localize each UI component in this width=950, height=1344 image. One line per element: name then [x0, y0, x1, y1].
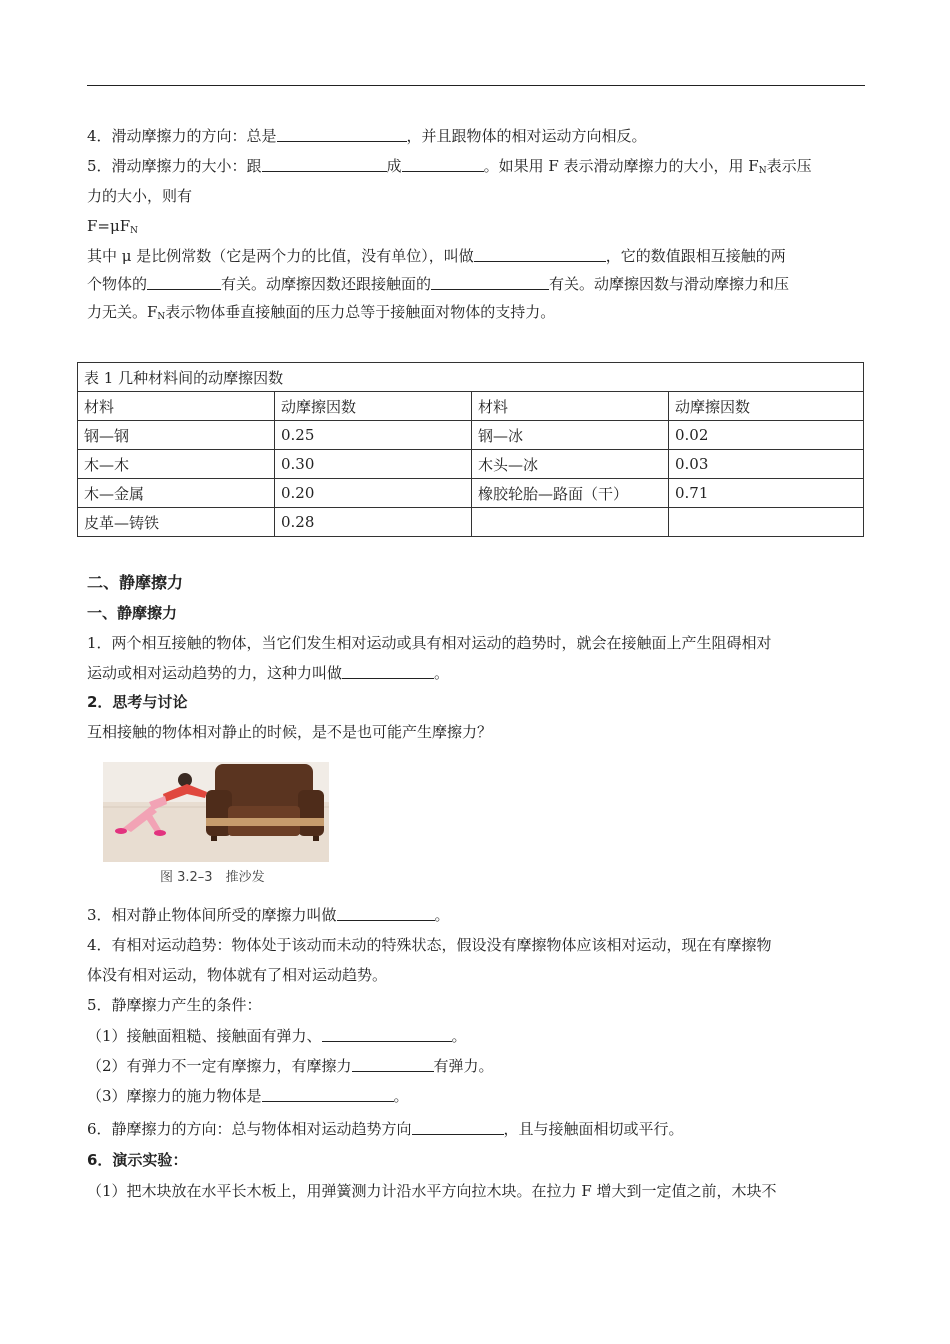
para-static-definition-2: 运动或相对运动趋势的力，这种力叫做 。: [87, 664, 450, 682]
para-static-definition-1: 1．两个相互接触的物体，当它们发生相对运动或具有相对运动的趋势时，就会在接触面上产生阻碍相对: [87, 634, 772, 652]
section-heading: 二、静摩擦力: [87, 573, 184, 592]
blank-field[interactable]: [147, 275, 221, 290]
figure-caption: 图 3.2–3 推沙发: [160, 870, 265, 885]
subsection-heading: 6．演示实验：: [87, 1151, 188, 1169]
para-conditions: 5．静摩擦力产生的条件：: [87, 996, 262, 1014]
table-header: 动摩擦因数: [275, 392, 472, 421]
para-trend-1: 4．有相对运动趋势：物体处于该动而未动的特殊状态，假设没有摩擦物体应该相对运动，现在有摩擦物: [87, 936, 772, 954]
table-cell: 木头—冰: [472, 450, 669, 479]
para-static-name: 3．相对静止物体间所受的摩擦力叫做 。: [87, 906, 450, 924]
table-cell: 0.02: [669, 421, 864, 450]
para-mu-2: 个物体的 有关。动摩擦因数还跟接触面的 有关。动摩擦因数与滑动摩擦力和压: [87, 275, 790, 293]
formula: $F=\mu F_N$: [87, 217, 139, 236]
table-cell: 木—金属: [78, 479, 275, 508]
para-continuation: 力的大小，则有: [87, 187, 193, 205]
table-header: 动摩擦因数: [669, 392, 864, 421]
blank-field[interactable]: [277, 127, 407, 142]
demo-step-1: （1）把木块放在水平长木板上，用弹簧测力计沿水平方向拉木块。在拉力 F 增大到一定值之前，木块不: [87, 1182, 777, 1200]
table-cell: 0.25: [275, 421, 472, 450]
table-cell: 橡胶轮胎—路面（干）: [472, 479, 669, 508]
table-row: [78, 421, 864, 450]
condition-2: （2）有弹力不一定有摩擦力，有摩擦力 有弹力。: [87, 1057, 494, 1075]
para-static-direction: 6．静摩擦力的方向：总与物体相对运动趋势方向 ，且与接触面相切或平行。: [87, 1120, 684, 1138]
table-cell: 0.30: [275, 450, 472, 479]
table-header: 材料: [78, 392, 275, 421]
sofa-push-figure: [103, 762, 329, 862]
blank-field[interactable]: [262, 1087, 394, 1102]
condition-3: （3）摩擦力的施力物体是 。: [87, 1087, 409, 1105]
table-cell: 0.20: [275, 479, 472, 508]
table-cell: [669, 508, 864, 537]
blank-field[interactable]: [474, 247, 606, 262]
table-cell: 皮革—铸铁: [78, 508, 275, 537]
table-header-row: [78, 392, 864, 421]
header-rule: [87, 85, 865, 86]
table-cell: 0.28: [275, 508, 472, 537]
table-cell: 木—木: [78, 450, 275, 479]
condition-1: （1）接触面粗糙、接触面有弹力、 。: [87, 1027, 467, 1045]
blank-field[interactable]: [412, 1120, 504, 1135]
para-mu-3: 力无关。$F_N$表示物体垂直接触面的压力总等于接触面对物体的支持力。: [87, 303, 556, 322]
table-cell: [472, 508, 669, 537]
table-cell: 钢—钢: [78, 421, 275, 450]
blank-field[interactable]: [402, 157, 484, 172]
table-row: [78, 450, 864, 479]
subsection-heading: 2．思考与讨论: [87, 693, 188, 711]
table-row: [78, 479, 864, 508]
blank-field[interactable]: [342, 664, 434, 679]
blank-field[interactable]: [431, 275, 549, 290]
blank-field[interactable]: [262, 157, 387, 172]
para-sliding-direction: 4．滑动摩擦力的方向：总是 ，并且跟物体的相对运动方向相反。: [87, 127, 647, 145]
subsection-heading: 一、静摩擦力: [87, 604, 178, 622]
blank-field[interactable]: [352, 1057, 434, 1072]
table-caption: 表 1 几种材料间的动摩擦因数: [78, 363, 864, 392]
discussion-question: 互相接触的物体相对静止的时候，是不是也可能产生摩擦力？: [87, 723, 493, 741]
table-cell: 钢—冰: [472, 421, 669, 450]
para-trend-2: 体没有相对运动，物体就有了相对运动趋势。: [87, 966, 388, 984]
table-row: [78, 508, 864, 537]
para-sliding-magnitude: 5．滑动摩擦力的大小：跟 成 。如果用 F 表示滑动摩擦力的大小，用 $F_N$表示压: [87, 157, 812, 176]
blank-field[interactable]: [322, 1027, 452, 1042]
table-header: 材料: [472, 392, 669, 421]
table-cell: 0.71: [669, 479, 864, 508]
blank-field[interactable]: [337, 906, 435, 921]
para-mu-1: 其中 μ 是比例常数（它是两个力的比值，没有单位），叫做 ，它的数值跟相互接触的两: [87, 247, 786, 265]
friction-coefficient-table: [77, 362, 864, 537]
table-cell: 0.03: [669, 450, 864, 479]
